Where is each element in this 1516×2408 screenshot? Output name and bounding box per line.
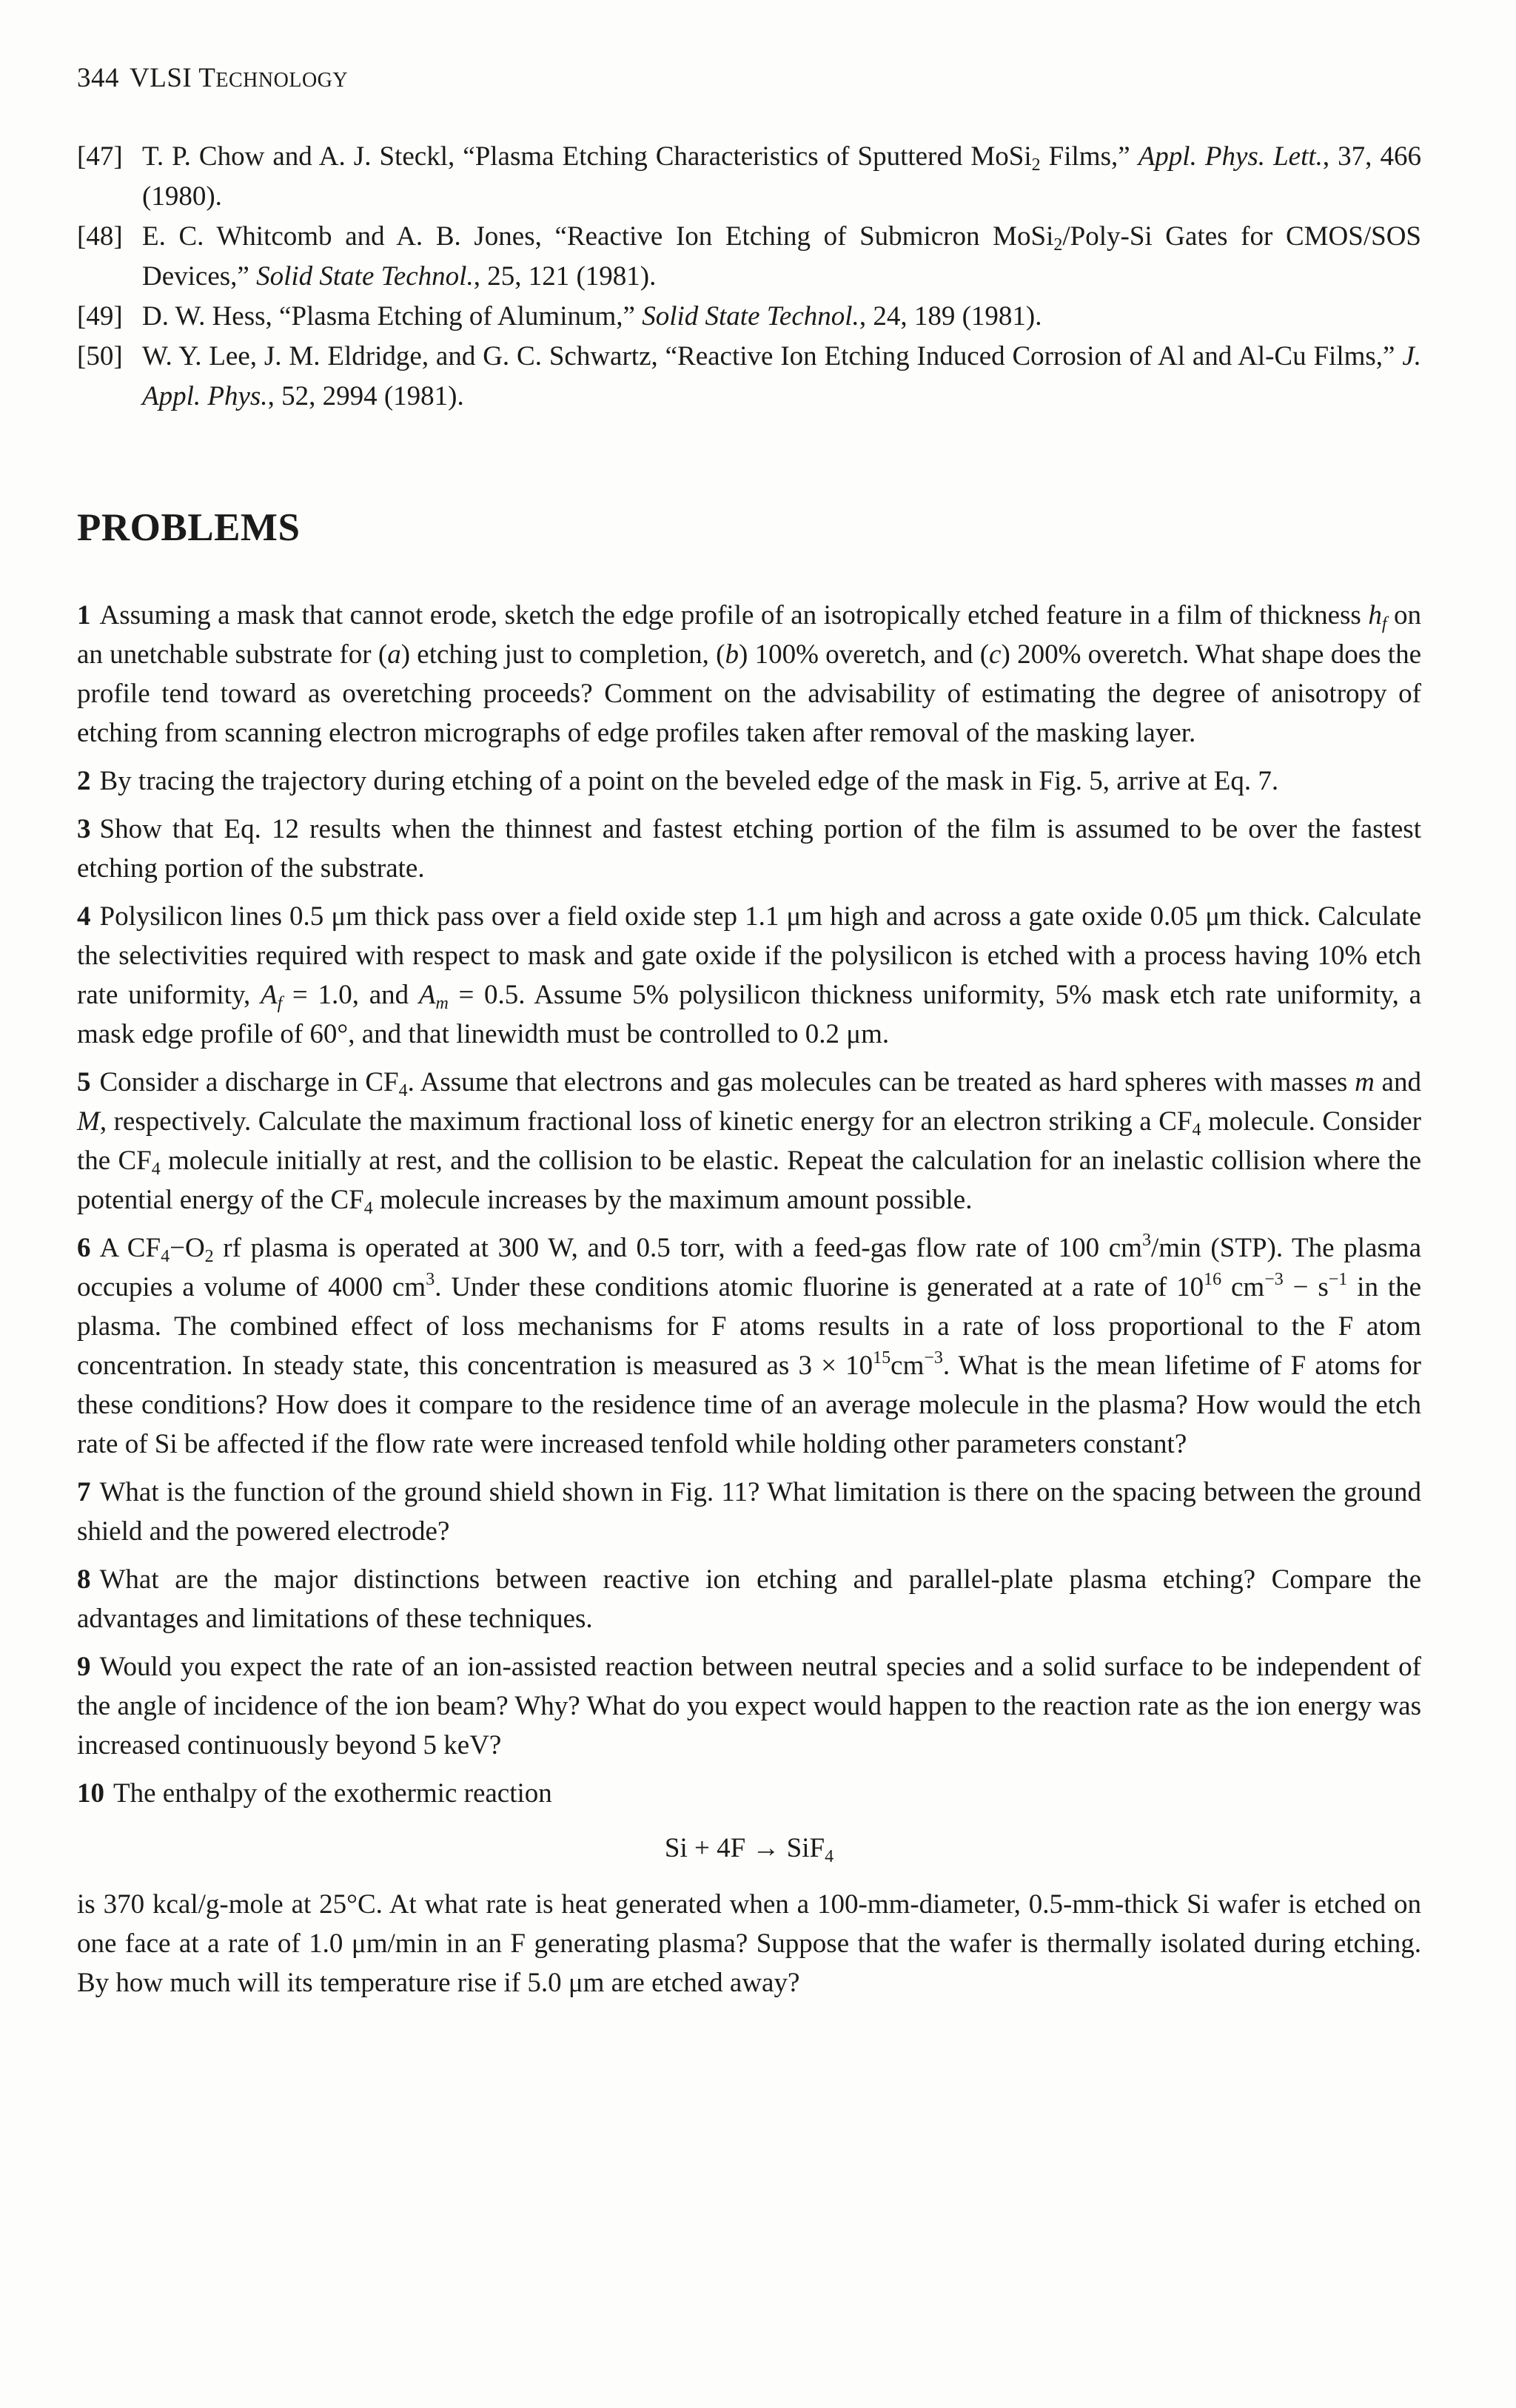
reference-48: [48] E. C. Whitcomb and A. B. Jones, “Reactive Ion Etching of Submicron MoSi$_2$/Poly-Si Gates for CMOS/SOS Devices,” Solid State Technol., 25, 121 (1981). [77,217,1421,297]
problem-8: 8 What are the major distinctions between reactive ion etching and parallel-plate plasma etching? Compare the advantages and limitations of these techniques. [77,1564,1421,1634]
problem-number: 6 [77,1233,91,1263]
problem-number: 8 [77,1564,91,1595]
problem-9: 9 Would you expect the rate of an ion-assisted reaction between neutral species and a solid surface to be independent of the angle of incidence of the ion beam? Why? What do you expect would happen to the reaction rate as the ion energy was increased continuously beyond 5 keV? [77,1652,1421,1760]
running-title-smallcaps: ECHNOLOGY [215,69,349,92]
problem-number: 5 [77,1067,91,1097]
running-title: VLSI T [130,63,216,93]
problem-5: 5 Consider a discharge in $CF_4$. Assume that electrons and gas molecules can be treated as hard spheres with masses m and M, respectively. Calculate the maximum fractional loss of kinetic energy for an electron striking a $CF_4$ molecule. Consider the $CF_4$ molecule initially at rest, and the collision to be elastic. Repeat the calculation for an inelastic collision where the potential energy of the $CF_4$ molecule increases by the maximum amount possible. [77,1067,1421,1218]
problem-number: 1 [77,600,91,630]
journal-name: Solid State Technol. [256,261,474,292]
problem-number: 3 [77,814,91,844]
reference-47: [47] T. P. Chow and A. J. Steckl, “Plasma Etching Characteristics of Sputtered MoSi$_2$ Films,” Appl. Phys. Lett., 37, 466 (1980). [77,137,1421,217]
reference-50: [50] W. Y. Lee, J. M. Eldridge, and G. C. Schwartz, “Reactive Ion Etching Induced Corrosion of Al and Al-Cu Films,” J. Appl. Phys., 52, 2994 (1981). [77,337,1421,417]
problem-number: 10 [77,1778,104,1809]
reaction-equation: Si + 4F → SiF$_4$ [664,1833,834,1866]
reference-label: [49] [77,301,123,332]
problem-7: 7 What is the function of the ground shield shown in Fig. 11? What limitation is there on the spacing between the ground shield and the powered electrode? [77,1477,1421,1547]
running-head [77,62,1421,94]
problem-number: 4 [77,901,91,932]
reference-label: [48] [77,221,123,252]
problem-number: 7 [77,1477,91,1507]
problem-2: 2 By tracing the trajectory during etching of a point on the beveled edge of the mask in Fig. 5, arrive at Eq. 7. [77,766,1279,796]
problem-number: 2 [77,766,91,796]
reference-list [77,137,1421,417]
reference-label: [47] [77,141,123,172]
page-number: 344 [77,63,119,93]
problem-number: 9 [77,1652,91,1682]
journal-name: Appl. Phys. Lett. [1138,141,1323,172]
problem-4: 4 Polysilicon lines 0.5 μm thick pass over a field oxide step 1.1 μm high and across a gate oxide 0.05 μm thick. Calculate the selectivities required with respect to mask and gate oxide if the polysilicon is etched with a process having 10% etch rate uniformity, $A_f = 1.0$, and $A_m = 0.5$. Assume 5% polysilicon thickness uniformity, 5% mask etch rate uniformity, a mask edge profile of 60°, and that linewidth must be controlled to 0.2 μm. [77,901,1421,1049]
reference-49: [49] D. W. Hess, “Plasma Etching of Aluminum,” Solid State Technol., 24, 189 (1981). [77,297,1421,337]
problem-3: 3 Show that Eq. 12 results when the thinnest and fastest etching portion of the film is assumed to be over the fastest etching portion of the substrate. [77,814,1421,884]
problem-1: 1 Assuming a mask that cannot erode, sketch the edge profile of an isotropically etched feature in a film of thickness $h_f$ on an unetchable substrate for (a) etching just to completion, (b) 100% overetch, and (c) 200% overetch. What shape does the profile tend toward as overetching proceeds? Comment on the advisability of estimating the degree of anisotropy of etching from scanning electron micrographs of edge profiles taken after removal of the masking layer. [77,600,1422,748]
problem-6: 6 A $CF_4-O_2$ rf plasma is operated at 300 W, and 0.5 torr, with a feed-gas flow rate of 100 $cm^3/\min$ (STP). The plasma occupies a volume of 4000 $cm^3$. Under these conditions atomic fluorine is generated at a rate of $10^{16}$ $cm^{-3} - s^{-1}$ in the plasma. The combined effect of loss mechanisms for F atoms results in a rate of loss proportional to the F atom concentration. In steady state, this concentration is measured as $3 \times 10^{15}cm^{-3}$. What is the mean lifetime of F atoms for these conditions? How does it compare to the residence time of an average molecule in the plasma? How would the etch rate of Si be affected if the flow rate were increased tenfold while holding other parameters constant? [77,1231,1422,1459]
section-heading: PROBLEMS [77,506,301,549]
journal-name: Solid State Technol. [642,301,859,332]
journal-name: J. Appl. Phys. [142,341,1421,411]
problem-10-body: is 370 kcal/g-mole at 25°C. At what rate is heat generated when a 100-mm-diameter, 0.5-mm-thick Si wafer is etched on one face at a rate of 1.0 μm/min in an F generating plasma? Suppose that the wafer is thermally isolated during etching. By how much will its temperature rise if 5.0 μm are etched away? [77,1889,1421,1998]
reference-label: [50] [77,341,123,371]
problem-10: 10 The enthalpy of the exothermic reaction [77,1778,552,1809]
page [77,62,1421,2011]
